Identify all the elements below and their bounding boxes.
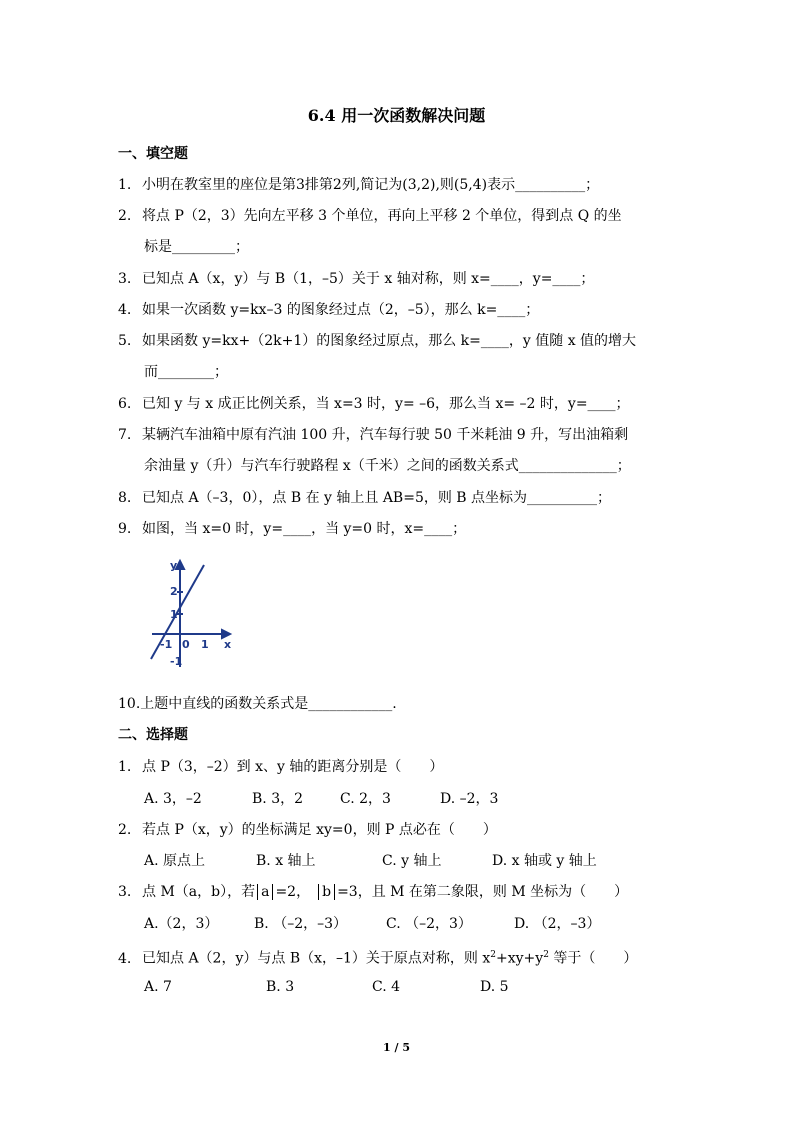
fill-question-2-continuation: 标是_________；: [144, 239, 249, 255]
choice-question-4: [118, 945, 678, 969]
option-b: B. 3，2: [252, 791, 304, 807]
question-number: 4.: [118, 302, 132, 318]
question-text: 上题中直线的函数关系式是____________.: [140, 696, 397, 712]
question-number: 7.: [118, 427, 132, 443]
question-number: 3.: [118, 271, 132, 287]
option-c: C. 2，3: [340, 791, 391, 807]
option-c: C. （–2，3）: [386, 916, 472, 932]
origin-label: 0: [182, 638, 190, 651]
fill-question-2: [118, 206, 678, 226]
question-text: 小明在教室里的座位是第3排第2列,简记为(3,2),则(5,4)表示__________；: [142, 177, 600, 193]
option-a: A. 3，–2: [144, 791, 202, 807]
tick-label-y-neg1: -1: [170, 655, 183, 668]
tick-label-y-2: 2: [170, 585, 178, 598]
question-text: 如果一次函数 y=kx–3 的图象经过点（2，–5），那么 k=____；: [142, 302, 540, 318]
question-text: 点 P（3，–2）到 x、y 轴的距离分别是（ ）: [142, 759, 444, 775]
option-b: B. x 轴上: [256, 853, 316, 869]
question-number: 9.: [118, 521, 132, 537]
question-text: 某辆汽车油箱中原有汽油 100 升，汽车每行驶 50 千米耗油 9 升，写出油箱剩: [142, 427, 629, 443]
question-number: 4.: [118, 950, 132, 967]
page-title: 6.4 用一次函数解决问题: [307, 106, 486, 125]
option-d: D. x 轴或 y 轴上: [492, 853, 597, 869]
question-text: 若点 P（x，y）的坐标满足 xy=0，则 P 点必在（ ）: [142, 822, 497, 838]
question-text-start: 已知点 A（2，y）与点 B（x，–1）关于原点对称，则 x: [142, 950, 491, 967]
fill-question-8: [118, 488, 678, 508]
fill-question-5: [118, 331, 678, 351]
x-axis-label: x: [224, 638, 232, 651]
question-number: 8.: [118, 490, 132, 506]
question-number: 1.: [118, 759, 132, 775]
option-a: A. 7: [144, 979, 172, 995]
option-b: B. （–2，–3）: [254, 916, 348, 932]
option-b: B. 3: [266, 979, 295, 995]
question-text: 已知点 A（–3，0），点 B 在 y 轴上且 AB=5，则 B 点坐标为__________；: [142, 490, 612, 506]
question-text: 已知点 A（x，y）与 B（1，–5）关于 x 轴对称，则 x=____，y=____；: [142, 271, 595, 287]
fill-question-6: [118, 394, 678, 414]
question-text: 已知 y 与 x 成正比例关系，当 x=3 时，y= –6，那么当 x= –2 时，y=____；: [142, 396, 630, 412]
question-number: 1.: [118, 177, 132, 193]
tick-label-x-neg1: -1: [160, 638, 173, 651]
choice-question-1: [118, 757, 678, 777]
fill-question-3: [118, 269, 678, 289]
question-number: 2.: [118, 822, 132, 838]
question-number: 2.: [118, 208, 132, 224]
fill-question-7: [118, 425, 678, 445]
absolute-value-b: b: [318, 884, 335, 900]
option-d: D. 5: [480, 979, 509, 995]
question-text: 如果函数 y=kx+（2k+1）的图象经过原点，那么 k=____，y 值随 x 值的增大: [142, 333, 637, 349]
question-text: 如图，当 x=0 时，y=____，当 y=0 时，x=____；: [142, 521, 467, 537]
question-number: 3.: [118, 884, 132, 900]
option-a: A. 原点上: [144, 853, 206, 869]
question-text-middle: =2，: [275, 884, 311, 900]
tick-label-y-1: 1: [170, 608, 178, 621]
option-d: D. （2，–3）: [514, 916, 601, 932]
fill-question-9: [118, 519, 678, 539]
option-d: D. –2，3: [440, 791, 499, 807]
question-text-end: 等于（ ）: [548, 950, 638, 967]
question-text-middle: +xy+y: [496, 950, 544, 967]
fill-question-5-continuation: 而________；: [144, 364, 228, 380]
fill-question-10: [118, 694, 678, 714]
question-text-end: =3，且 M 在第二象限，则 M 坐标为（ ）: [337, 884, 629, 900]
superscript: 2: [490, 950, 496, 960]
question-number: 5.: [118, 333, 132, 349]
fill-question-7-continuation: 余油量 y（升）与汽车行驶路程 x（千米）之间的函数关系式______________；: [144, 458, 631, 474]
tick-label-x-1: 1: [201, 638, 209, 651]
section-heading-fill: 一、填空题: [118, 146, 188, 162]
y-axis-arrow: [176, 561, 184, 569]
question-number: 6.: [118, 396, 132, 412]
option-a: A.（2，3）: [144, 916, 219, 932]
section-heading-choice: 二、选择题: [118, 727, 188, 743]
question-text-start: 点 M（a，b），若: [142, 884, 256, 900]
superscript: 2: [543, 950, 549, 960]
fill-question-4: [118, 300, 678, 320]
x-axis-arrow: [222, 630, 230, 638]
question-text: 将点 P（2，3）先向左平移 3 个单位，再向上平移 2 个单位，得到点 Q 的坐: [142, 208, 622, 224]
y-axis-label: y: [170, 559, 178, 572]
absolute-value-a: a: [257, 884, 273, 900]
fill-question-1: [118, 175, 678, 195]
option-c: C. y 轴上: [382, 853, 442, 869]
page-number: 1 / 5: [383, 1041, 410, 1054]
linear-function-graph: [140, 555, 240, 675]
choice-question-2: [118, 820, 678, 840]
choice-question-3: [118, 882, 678, 902]
question-number: 10.: [118, 696, 141, 712]
option-c: C. 4: [372, 979, 401, 995]
